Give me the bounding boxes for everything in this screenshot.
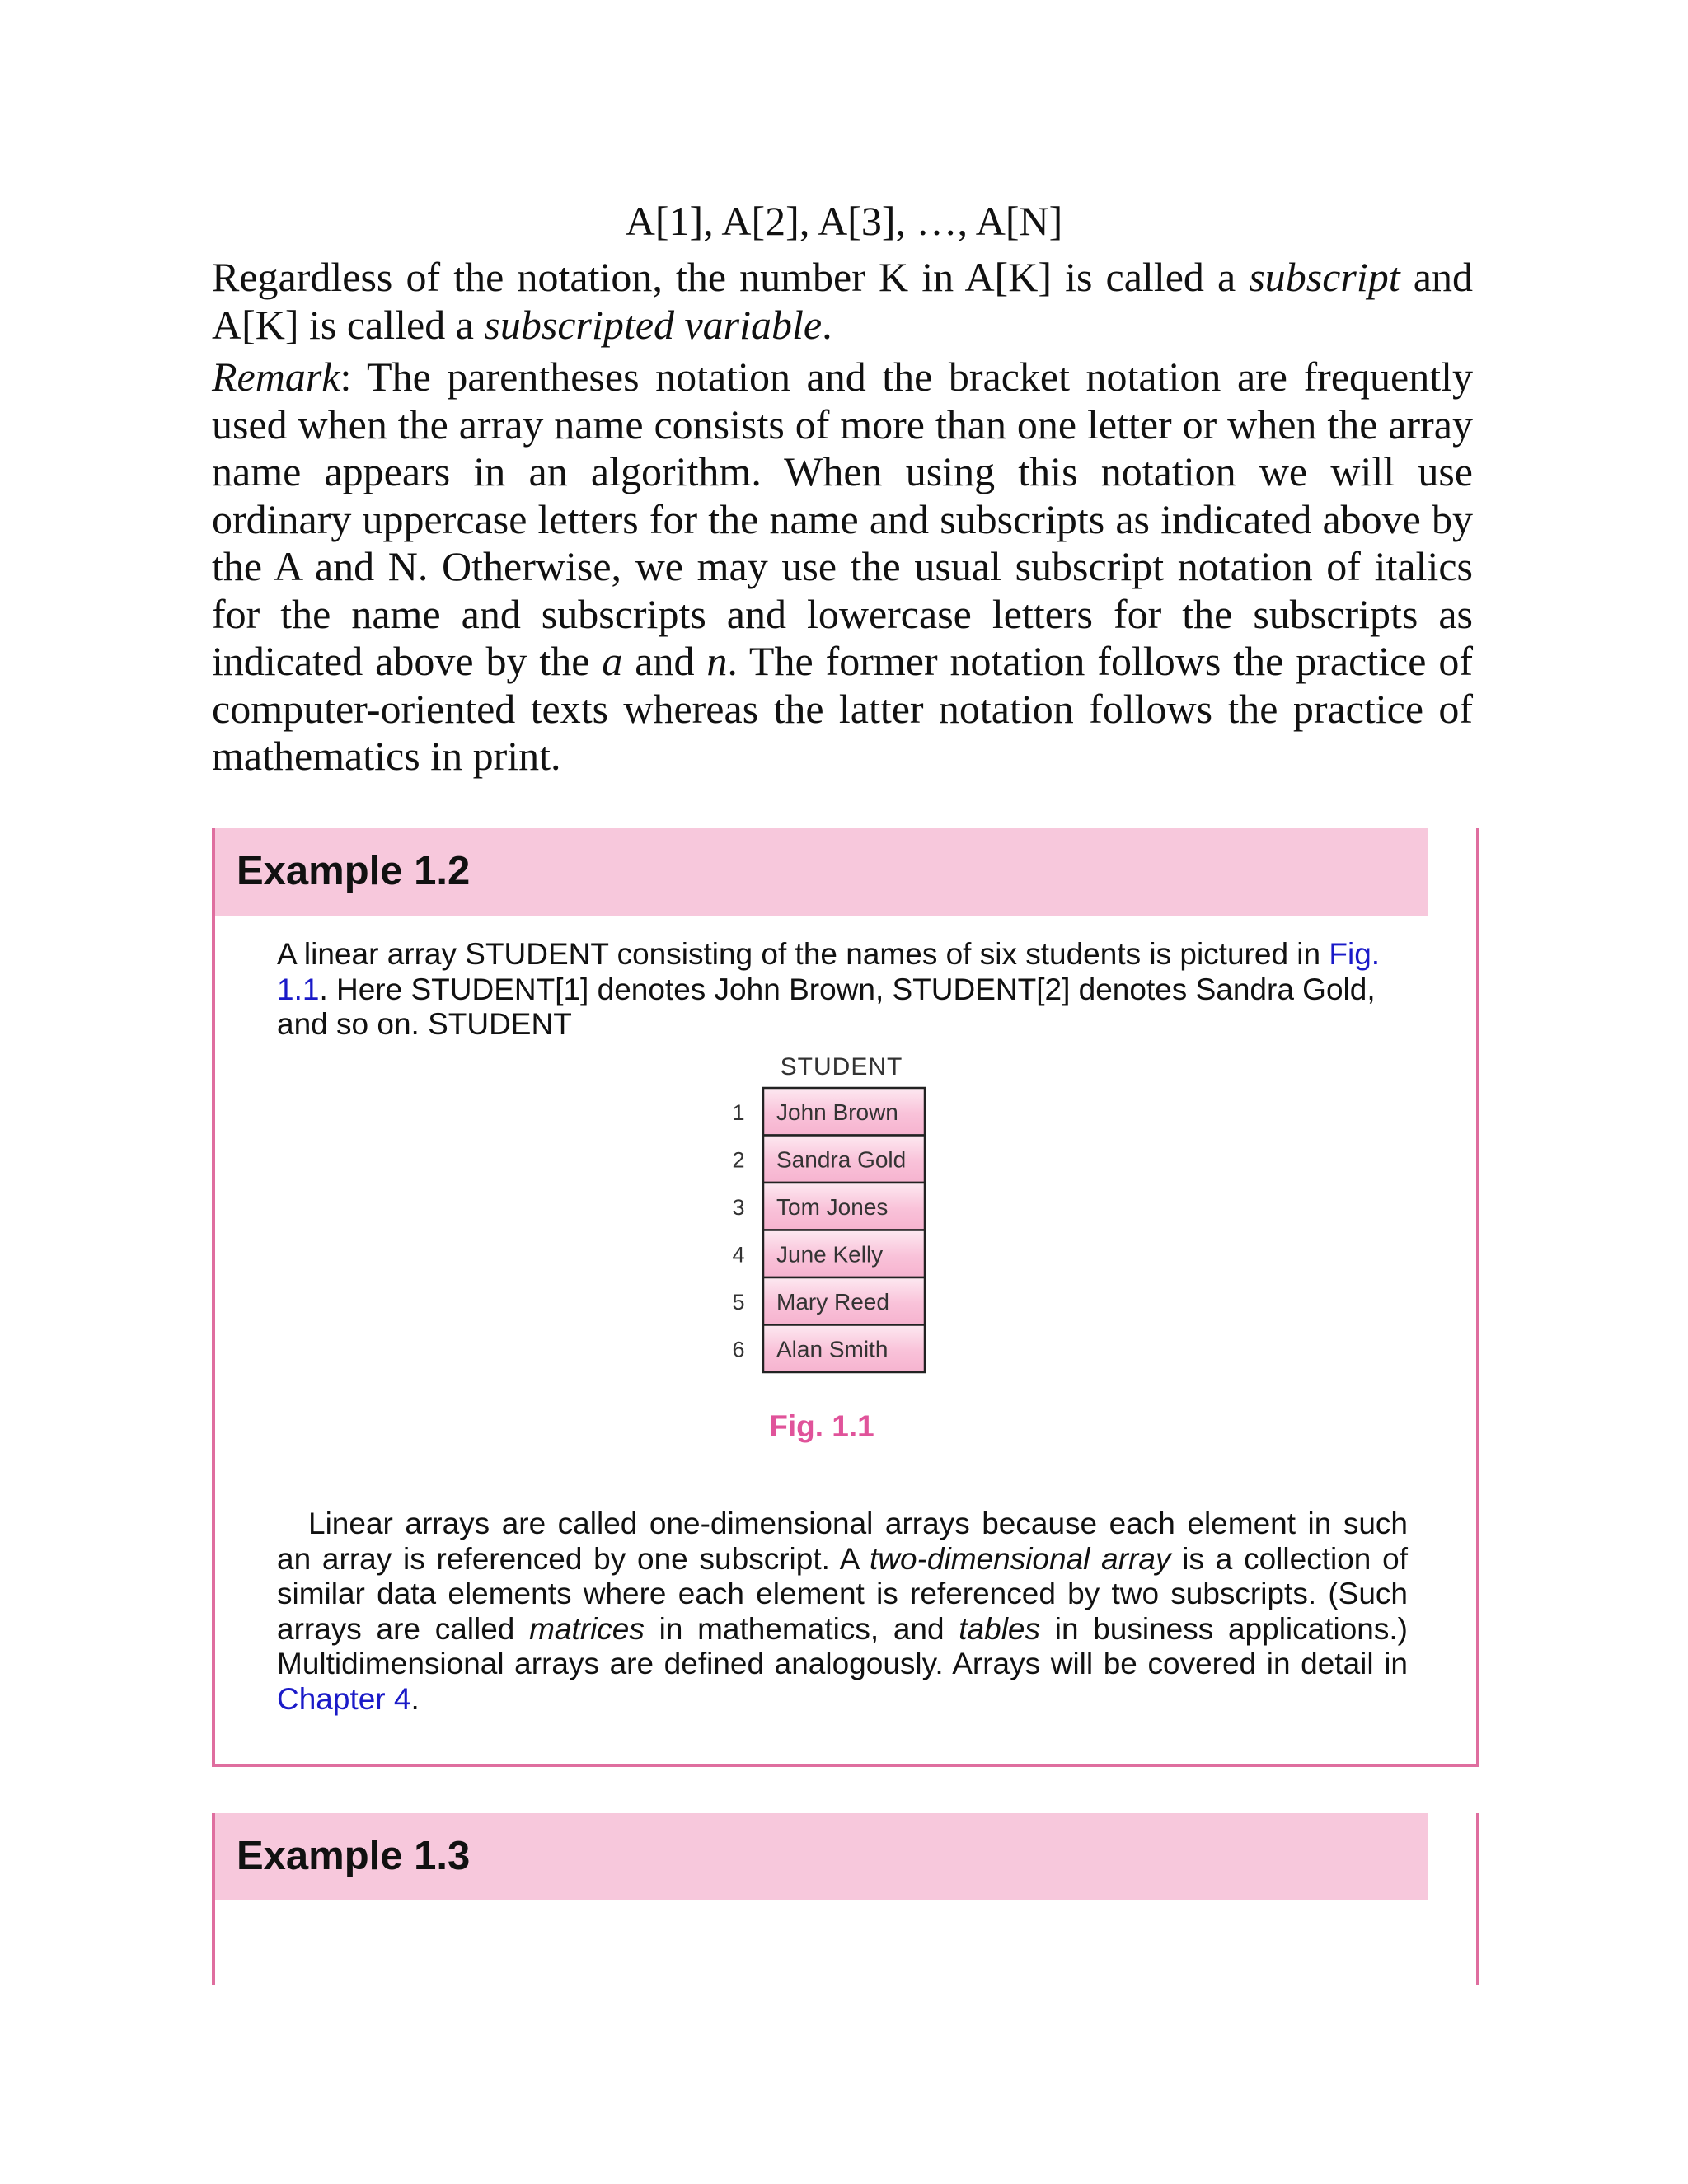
array-element (732, 1183, 925, 1230)
text: in mathematics, and (644, 1611, 959, 1646)
term-tables: tables (959, 1611, 1041, 1646)
text: . The former notation follows the practice of computer-oriented texts whereas the latter notation follows the practice of mathematics in print. (212, 638, 1473, 779)
array-cell-value: Mary Reed (776, 1288, 889, 1315)
student-array-figure (714, 1051, 928, 1380)
text: : The parentheses notation and the bracket notation are frequently used when the array name consists of more than one letter or when the array name appears in an algorithm. When using this notation we will use ordinary uppercase letters for the name and subscripts as indicated above by the A and N. Otherwise, we may use the usual subscript notation of italics for the name and subscripts and lowercase letters for the subscripts as indicated above by the (212, 354, 1473, 684)
array-index: 1 (732, 1099, 745, 1125)
term-matrices: matrices (529, 1611, 645, 1646)
array-element (732, 1325, 925, 1373)
array-name-label: STUDENT (780, 1053, 903, 1080)
chapter-link[interactable]: Chapter 4 (277, 1681, 411, 1716)
text: is a collection of similar data elements where each element is referenced by two subscripts. (Such arrays are called (277, 1541, 1408, 1646)
remark-label: Remark (212, 354, 340, 400)
array-element (732, 1230, 925, 1278)
example-box-1-2 (212, 828, 1479, 1767)
array-cell-value: Sandra Gold (776, 1146, 907, 1173)
text: Linear arrays are called one-dimensional arrays because each element in such an array is referenced by one subscript. A (277, 1507, 1408, 1576)
text: and A[K] is called a (212, 254, 1473, 348)
example-paragraph (277, 937, 1408, 1043)
italic-n: n (706, 638, 728, 684)
term-subscripted-variable: subscripted variable (484, 301, 823, 348)
array-index: 6 (732, 1337, 745, 1362)
example-title: Example 1.2 (237, 849, 471, 893)
text: . (410, 1681, 420, 1716)
term-subscript: subscript (1249, 254, 1400, 300)
text: in business applications.) Multidimensional arrays are defined analogously. Arrays will be covered in detail in (277, 1611, 1408, 1680)
array-cell-value: Alan Smith (776, 1336, 889, 1362)
figure-link[interactable]: Fig. 1.1 (277, 937, 1381, 1006)
text: . Here STUDENT[1] denotes John Brown, STUDENT[2] denotes Sandra Gold, and so on. STUDENT (277, 972, 1376, 1041)
array-index: 5 (732, 1289, 745, 1315)
example-title: Example 1.3 (237, 1834, 471, 1878)
array-index: 3 (732, 1194, 745, 1220)
example-box-1-3 (212, 1813, 1479, 1985)
italic-a: a (602, 638, 623, 684)
array-element (732, 1136, 925, 1183)
remark-paragraph (212, 354, 1473, 780)
array-cell-value: John Brown (776, 1099, 898, 1125)
array-element (732, 1088, 925, 1136)
text: and (622, 638, 707, 684)
array-element (732, 1277, 925, 1325)
array-index: 2 (732, 1147, 745, 1173)
student-array-diagram (714, 1051, 928, 1380)
subscript-paragraph (212, 254, 1473, 349)
array-notation-line: A[1], A[2], A[3], …, A[N] (625, 198, 1063, 244)
example-paragraph (277, 1507, 1408, 1717)
figure-caption: Fig. 1.1 (769, 1409, 874, 1443)
text: . (822, 301, 832, 348)
text: A linear array STUDENT consisting of the names of six students is pictured in (277, 937, 1329, 971)
example-header (215, 1813, 1428, 1900)
array-cell-value: June Kelly (776, 1241, 884, 1268)
term-two-dimensional-array: two-dimensional array (870, 1541, 1171, 1576)
array-index: 4 (732, 1242, 745, 1268)
text: Regardless of the notation, the number K in A[K] is called a (212, 254, 1250, 300)
example-header (215, 828, 1428, 916)
array-cell-value: Tom Jones (776, 1193, 889, 1220)
